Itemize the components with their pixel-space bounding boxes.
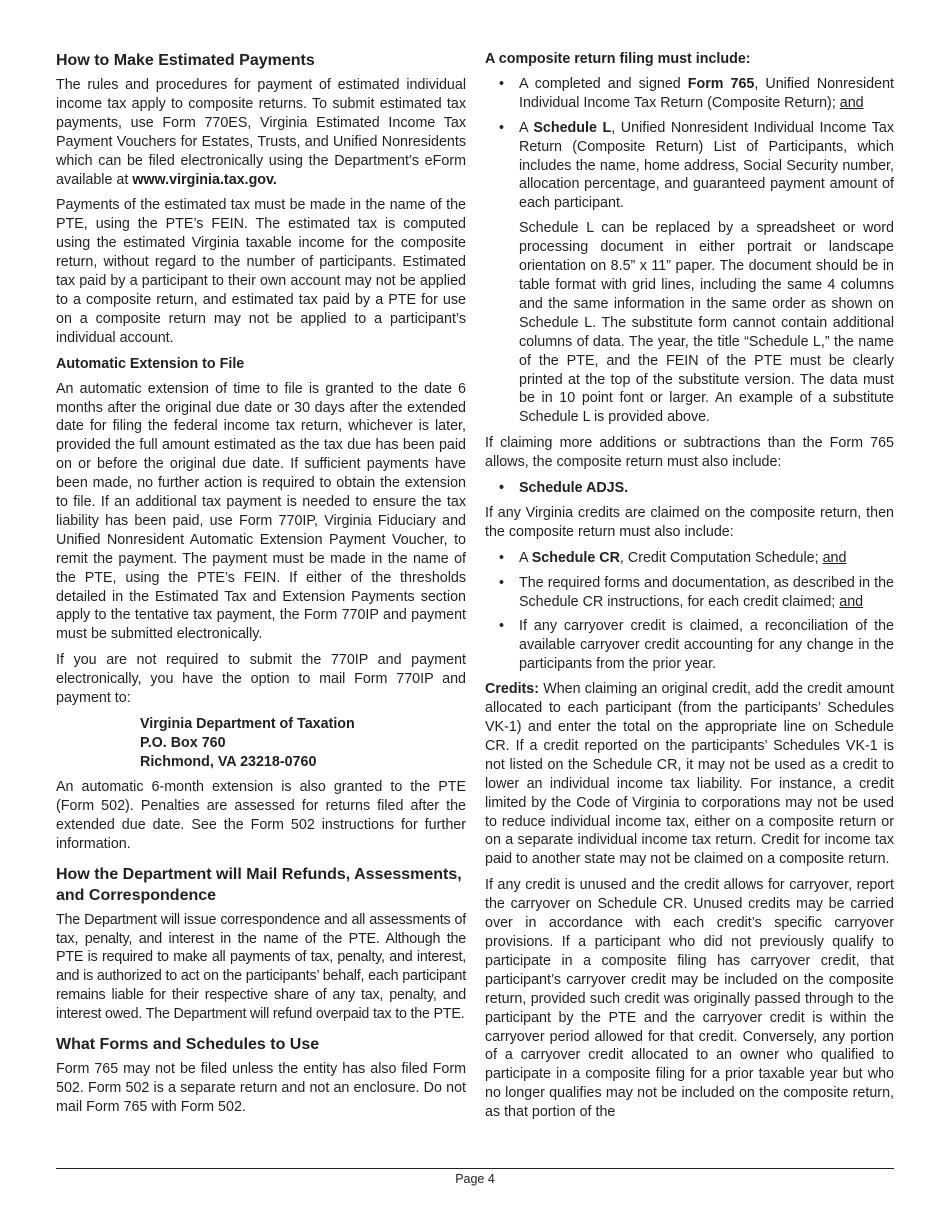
paragraph: If any Virginia credits are claimed on the composite return, then the composite return must also include: (485, 504, 894, 540)
website-link[interactable]: www.virginia.tax.gov. (132, 171, 277, 188)
heading-automatic-extension: Automatic Extension to File (56, 355, 245, 372)
paragraph: If any credit is unused and the credit allows for carryover, report the carryover on Schedule CR. Unused credits may be carried over in accordance with each credit’s specific carryover provisions. If a participant who did not previously qualify to participate in a composite filing has carryover credit, that participant’s carryover credit may be included on the composite return, provided such credit was originally passed through to the participant by the PTE and the carryover credit is within the carryover period allowed for that credit. Conversely, any portion of a carryover credit allocated to an owner who qualified to participate in a composite filing for a prior taxable year but who no longer qualifies may not be included on the composite return, as that portion of the (485, 877, 894, 1121)
paragraph: Credits: When claiming an original credit, add the credit amount allocated to each participant (from the participants’ Schedules VK-1) and enter the total on the appropriate line on Schedule CR. If a credit reported on the participants’ Schedules VK-1 is not listed on the Schedule CR, it may not be used as a credit to lower an individual income tax liability. For instance, a credit limited by the Code of Virginia to corporations may not be used to reduce individual income tax, either on a composite return or on a separate individual income tax return. Credit for income tax paid to another state may not be claimed on a composite return. (485, 681, 894, 868)
address-line: Virginia Department of Taxation (140, 716, 355, 732)
paragraph: If claiming more additions or subtractions than the Form 765 allows, the composite return must also include: (485, 435, 894, 471)
list-item: • A Schedule CR, Credit Computation Schedule; and (499, 549, 847, 566)
address-line: Richmond, VA 23218-0760 (140, 754, 317, 770)
address-line: P.O. Box 760 (140, 735, 226, 751)
list-item: • Schedule ADJS. (499, 480, 629, 497)
heading-estimated-payments: How to Make Estimated Payments (56, 52, 315, 69)
left-column (56, 50, 466, 1124)
include-list (485, 75, 894, 213)
schedule-l-note: Schedule L can be replaced by a spreadsheet or word processing document in either portrait or landscape orientation on 8.5” x 11” paper. The document should be in table format with grid lines, including the same 4 columns and the same information in the same order as shown on Schedule L. The substitute form cannot contain additional columns of data. The year, the title “Schedule L,” the name of the PTE, and the FEIN of the PTE must be clearly printed at the top of the substitute version. The data must be in 10 point font or larger. An example of a substitute Schedule L is provided above. (519, 220, 894, 426)
list-item: • A Schedule L, Unified Nonresident Individual Income Tax Return (Composite Return) List of Participants, which includes the name, home address, Social Security number, allocation percentage, and guaranteed payment amount of each participant. (499, 119, 894, 212)
list-item: • The required forms and documentation, as described in the Schedule CR instructions, for each credit claimed; and (499, 574, 894, 610)
mailing-address (140, 715, 466, 772)
paragraph: Form 765 may not be filed unless the entity has also filed Form 502. Form 502 is a separate return and not an enclosure. Do not mail Form 765 with Form 502. (56, 1061, 466, 1115)
page-number: Page 4 (455, 1172, 495, 1186)
paragraph (56, 76, 466, 189)
footer-divider (56, 1168, 894, 1169)
paragraph: An automatic 6-month extension is also granted to the PTE (Form 502). Penalties are assessed for returns filed after the extended due date. See the Form 502 instructions for further information. (56, 779, 466, 852)
text: The rules and procedures for payment of estimated individual income tax apply to composite returns. To submit estimated tax payments, use Form 770ES, Virginia Estimated Income Tax Payment Vouchers for Estates, Trusts, and Unified Nonresidents which can be filed electronically using the Department’s eForm available at (56, 77, 466, 188)
adjs-list (485, 479, 894, 498)
list-item: • If any carryover credit is claimed, a reconciliation of the available carryover credit accounting for any change in the participants from the prior year. (499, 618, 894, 673)
heading-forms-schedules: What Forms and Schedules to Use (56, 1036, 320, 1054)
paragraph: An automatic extension of time to file is granted to the date 6 months after the original due date or 30 days after the extended date for filing the federal income tax return, whichever is later, provided the full amount estimated as the tax due has been paid on or before the original due date. If sufficient payments have been made, no further action is required to obtain the extension to file. If an additional tax payment is needed to ensure the tax liability has been paid, use Form 770IP, Virginia Fiduciary and Unified Nonresident Automatic Extension Payment Voucher, to remit the payment. The payment must be made in the name of the PTE, using the PTE’s FEIN. If either of the thresholds detailed in the Estimated Tax and Extension Payments section apply to the tentative tax payment, the Form 770IP and payment must be submitted electronically. (56, 380, 466, 643)
heading-mail-refunds: How the Department will Mail Refunds, Assessments, and Correspondence (56, 865, 462, 904)
paragraph: Payments of the estimated tax must be made in the name of the PTE, using the PTE’s FEIN. The estimated tax is computed using the estimated Virginia taxable income for the composite return, without regard to the number of participants. Estimated tax paid by a participant to their own account may not be applied to a composite return, and estimated tax paid by a PTE for use on a composite return may not be applied to a participant’s individual account. (56, 197, 466, 346)
list-item: • A completed and signed Form 765, Unified Nonresident Individual Income Tax Return (Composite Return); and (499, 75, 894, 111)
paragraph: The Department will issue correspondence and all assessments of tax, penalty, and interest in the name of the PTE. Although the PTE is required to make all payments of tax, penalty, and interest, and is authorized to act on the participants’ behalf, each participant remains liable for their respective share of any tax, penalty, and interest owed. The Department will refund overpaid tax to the PTE. (56, 911, 466, 1023)
paragraph: If you are not required to submit the 770IP and payment electronically, you have the option to mail Form 770IP and payment to: (56, 652, 466, 707)
credits-label: Credits: (485, 681, 540, 698)
heading-composite-include: A composite return filing must include: (485, 51, 751, 67)
credits-list (485, 549, 894, 674)
right-column (485, 50, 894, 1129)
